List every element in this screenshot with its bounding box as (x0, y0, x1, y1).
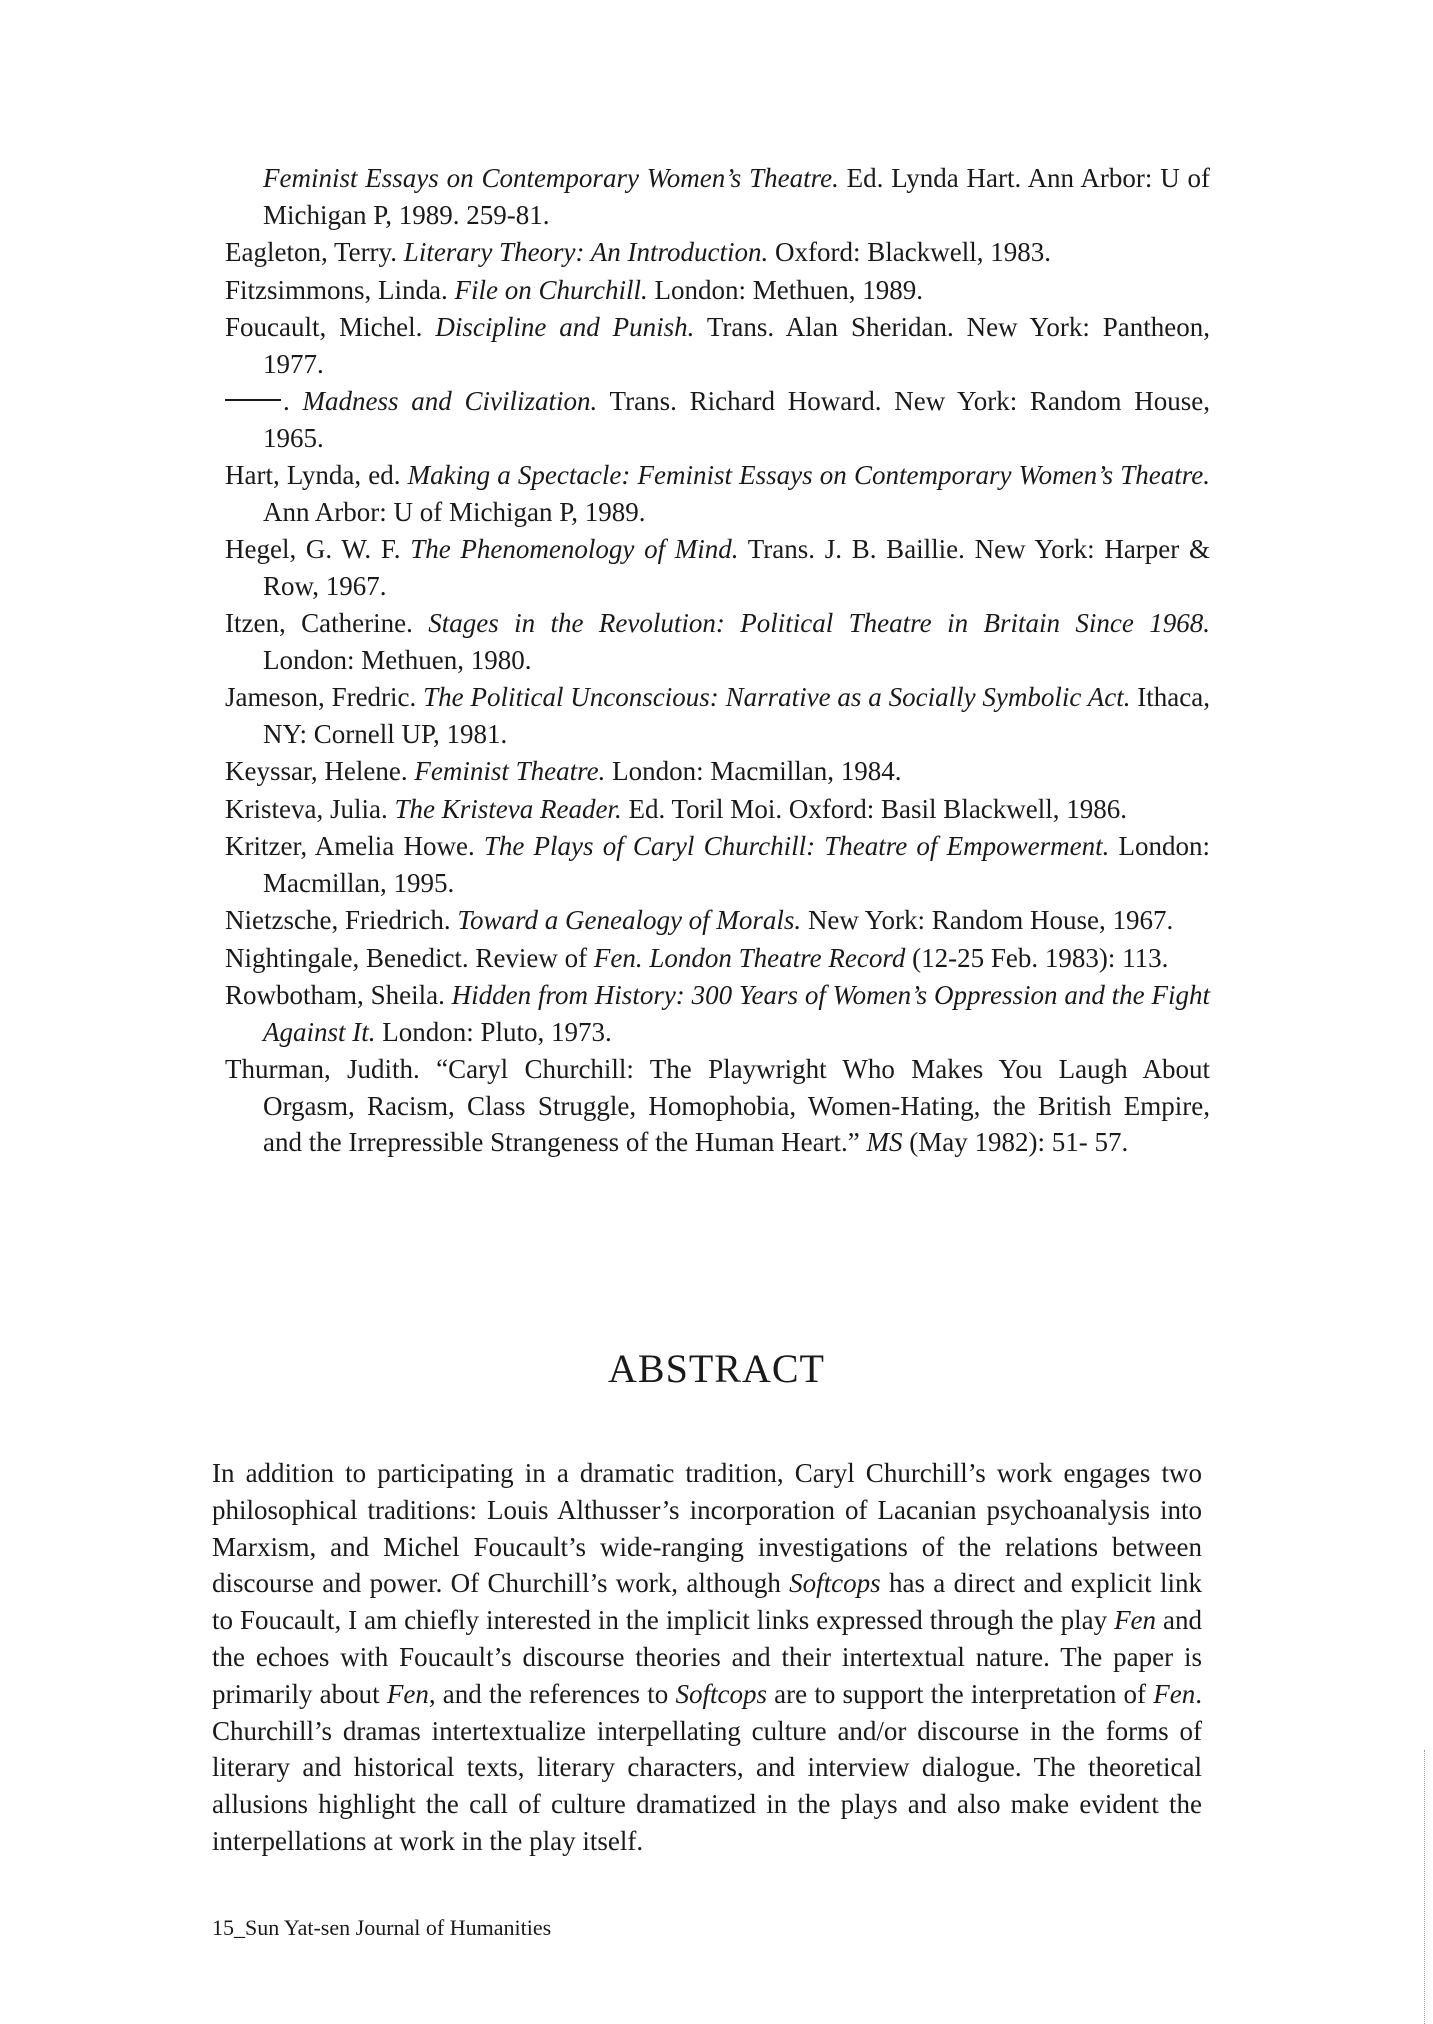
reference-text: Trans. Alan Sheridan. New York: Pantheon, 1977. (263, 312, 1211, 379)
reference-title: Feminist Essays on Contemporary Women’s Theatre. (263, 163, 839, 193)
reference-title: Madness and Civilization. (302, 386, 598, 416)
reference-text: (May 1982): 51- 57. (902, 1127, 1129, 1157)
reference-entry (225, 605, 1210, 678)
reference-entry (225, 234, 1210, 271)
reference-text: Thurman, Judith. “Caryl Churchill: The Playwright Who Makes You Laugh About Orgasm, Racism, Class Struggle, Homophobia, Women-Hating, the British Empire, and the Irrepressible Strangeness of the Human Heart.” (225, 1054, 1210, 1157)
reference-text: Ann Arbor: U of Michigan P, 1989. (263, 496, 646, 527)
reference-title: Fen. London Theatre Record (593, 942, 906, 973)
reference-entry (225, 753, 1210, 790)
reference-text: Nightingale, Benedict. Review of (225, 942, 594, 973)
reference-text: Ed. Toril Moi. Oxford: Basil Blackwell, 1986. (621, 793, 1128, 824)
reference-title: Toward a Genealogy of Morals. (457, 905, 802, 935)
abstract-text: . Churchill’s dramas intertextualize interpellating culture and/or discourse in the forms of literary and historical texts, literary characters, and interview dialogue. The theoretical allusions highlight the call of culture dramatized in the plays and also make evident the interpellations at work in the play itself. (212, 1678, 1202, 1856)
reference-title: The Phenomenology of Mind. (410, 534, 739, 564)
reference-entry (225, 791, 1210, 828)
reference-text: Foucault, Michel. (225, 312, 436, 342)
reference-text: . (283, 386, 303, 416)
reference-text: London: Macmillan, 1995. (263, 831, 1210, 898)
reference-title: Literary Theory: An Introduction. (403, 237, 769, 267)
abstract-work-title: Softcops (675, 1678, 767, 1709)
reference-text: London: Macmillan, 1984. (605, 756, 902, 786)
abstract-text: , and the references to (428, 1678, 676, 1709)
reference-text: Ithaca, NY: Cornell UP, 1981. (263, 682, 1210, 749)
reference-text: Trans. Richard Howard. New York: Random House, 1965. (263, 386, 1211, 453)
abstract-paragraph (212, 1455, 1202, 1860)
reference-text: (12-25 Feb. 1983): 113. (905, 942, 1169, 973)
abstract-work-title: Fen (386, 1678, 429, 1709)
reference-entry (225, 531, 1210, 604)
reference-text: Jameson, Fredric. (225, 682, 424, 712)
reference-entry (225, 160, 1210, 233)
abstract-heading: ABSTRACT (608, 1346, 825, 1391)
reference-text: New York: Random House, 1967. (801, 905, 1174, 935)
reference-text: Kristeva, Julia. (225, 793, 395, 824)
reference-entry (225, 902, 1210, 939)
abstract-work-title: Fen (1114, 1605, 1157, 1636)
reference-entry (225, 940, 1210, 977)
reference-entry (225, 272, 1210, 309)
reference-title: Making a Spectacle: Feminist Essays on Contemporary Women’s Theatre. (407, 460, 1210, 490)
reference-title: Hidden from History: 300 Years of Women’s Oppression and the Fight Against It. (263, 980, 1210, 1047)
reference-entry (225, 679, 1210, 752)
abstract-text: are to support the interpretation of (766, 1678, 1154, 1709)
reference-title: Discipline and Punish. (435, 312, 695, 342)
abstract-text: has a direct and explicit link to Foucault, I am chiefly interested in the implicit links expressed through the play (212, 1568, 1203, 1636)
reference-text: Keyssar, Helene. (225, 756, 415, 786)
reference-text: London: Methuen, 1989. (647, 274, 923, 305)
page-footer: 15_Sun Yat-sen Journal of Humanities (212, 1915, 552, 1940)
reference-entry (225, 1051, 1210, 1161)
reference-text: Rowbotham, Sheila. (225, 980, 452, 1010)
abstract-text: and the echoes with Foucault’s discourse theories and their intertextual nature. The paper is primarily about (212, 1605, 1202, 1709)
reference-text: Kritzer, Amelia Howe. (225, 831, 484, 861)
abstract-text: In addition to participating in a dramatic tradition, Caryl Churchill’s work engages two philosophical traditions: Louis Althusser’s incorporation of Lacanian psychoanalysis into Marxism, and Michel Foucault’s wide-ranging investigations of the relations between discourse and power. Of Churchill’s work, although (212, 1458, 1202, 1599)
reference-text: Itzen, Catherine. (225, 608, 429, 638)
abstract-work-title: Fen (1153, 1678, 1196, 1709)
reference-text: London: Pluto, 1973. (375, 1016, 612, 1047)
reference-title: The Plays of Caryl Churchill: Theatre of Empowerment. (483, 831, 1110, 861)
reference-title: The Kristeva Reader. (394, 793, 622, 824)
reference-text: Trans. J. B. Baillie. New York: Harper & Row, 1967. (263, 534, 1210, 601)
reference-text: Fitzsimmons, Linda. (225, 274, 455, 305)
reference-entry (225, 828, 1210, 901)
reference-title: MS (866, 1127, 903, 1157)
reference-entry (225, 977, 1210, 1050)
repeat-author-dash (225, 399, 281, 401)
reference-text: Nietzsche, Friedrich. (225, 905, 458, 935)
reference-title: Feminist Theatre. (414, 756, 606, 786)
scan-edge-line (1424, 1750, 1425, 2024)
reference-entry (225, 309, 1210, 382)
reference-title: The Political Unconscious: Narrative as a Socially Symbolic Act. (423, 682, 1131, 712)
abstract-work-title: Softcops (789, 1568, 881, 1599)
reference-text: Ed. Lynda Hart. Ann Arbor: U of Michigan P, 1989. 259-81. (263, 163, 1210, 230)
reference-entry (225, 457, 1210, 530)
reference-title: File on Churchill. (454, 274, 648, 305)
reference-text: Hegel, G. W. F. (225, 534, 411, 564)
reference-text: Hart, Lynda, ed. (225, 460, 408, 490)
reference-text: Eagleton, Terry. (225, 237, 404, 267)
works-cited-list (225, 160, 1210, 1161)
reference-text: Oxford: Blackwell, 1983. (768, 237, 1051, 267)
reference-entry (225, 383, 1210, 456)
reference-title: Stages in the Revolution: Political Theatre in Britain Since 1968. (428, 608, 1211, 638)
reference-text: London: Methuen, 1980. (263, 644, 532, 675)
